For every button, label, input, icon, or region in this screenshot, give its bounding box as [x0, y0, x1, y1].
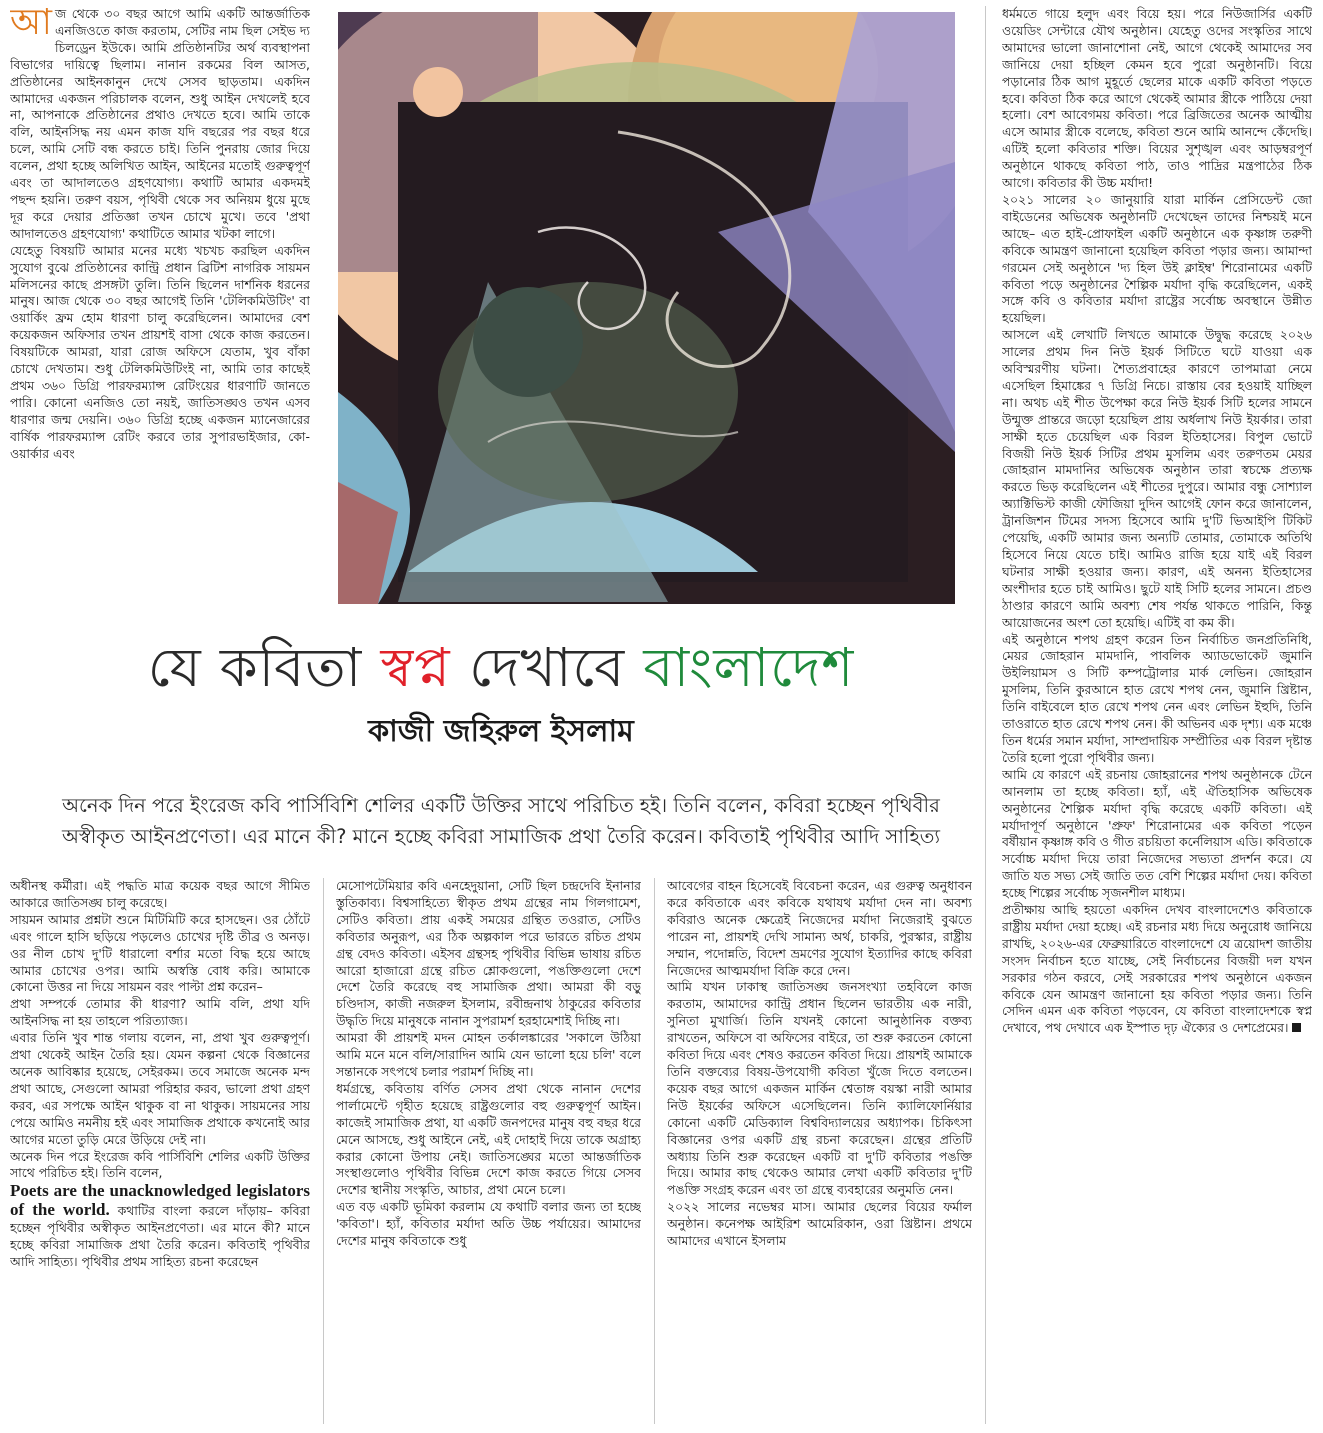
column-divider: [985, 6, 986, 1424]
paragraph: প্রথা সম্পর্কে তোমার কী ধারণা? আমি বলি, প্রথা যদি আইনসিদ্ধ না হয় তাহলে পরিত্যাজ্য।: [10, 996, 310, 1029]
paragraph-text: প্রতীক্ষায় আছি হয়তো একদিন দেখব বাংলাদেশেও কবিতাকে রাষ্ট্রীয় মর্যাদা দেয়া হচ্ছে। এই রচনার মধ্য দিয়ে অনুরোধ জানিয়ে রাখছি, ২০২৬-এর ফেব্রুয়ারিতে বাংলাদেশে যে ত্রয়োদশ জাতীয় সংসদ নির্বাচন হতে যাচ্ছে, সেই নির্বাচনের বিজয়ী দল যখন সরকার গঠন করবে, সেই সরকারের শপথ অনুষ্ঠানে একজন কবিকে যেন আমন্ত্রণ জানানো হয় কবিতা পড়ার জন্য। তিনি সেদিন এমন এক কবিতা পড়বেন, যে কবিতা বাংলাদেশকে স্বপ্ন দেখাবে, পথ দেখাবে এক ইস্পাত দৃঢ় ঐক্যের ও দেশপ্রেমের।: [1002, 902, 1312, 1036]
paragraph: ২০২২ সালের নভেম্বর মাস। আমার ছেলের বিয়ের ফর্মাল অনুষ্ঠান। কনেপক্ষ আইরিশ আমেরিকান, ওরা খ্রিষ্টান। প্রথমে আমাদের এখানে ইসলাম: [667, 1199, 972, 1249]
paragraph: [1002, 902, 1312, 1037]
intro-pullquote: অনেক দিন পরে ইংরেজ কবি পার্সিবিশি শেলির একটি উক্তির সাথে পরিচিত হই। তিনি বলেন, কবিরা হচ্ছেন পৃথিবীর অস্বীকৃত আইনপ্রণেতা। এর মানে কী? মানে হচ্ছে কবিরা সামাজিক প্রথা তৈরি করেন। কবিতাই পৃথিবীর আদি সাহিত্য: [61, 794, 941, 848]
headline-part: দেখাবে: [450, 636, 644, 699]
headline: [10, 628, 992, 708]
paragraph: ২০২১ সালের ২০ জানুয়ারি যারা মার্কিন প্রেসিডেন্ট জো বাইডেনের অভিষেক অনুষ্ঠানটি দেখেছেন তাদের নিশ্চয়ই মনে আছে– এত হাই-প্রোফাইল একটি অনুষ্ঠানে এক কৃষ্ণাঙ্গ তরুণী কবিকে আমন্ত্রণ জানানো হয়েছিল কবিতা পড়ার জন্য। আমান্দা গরমেন সেই অনুষ্ঠানে 'দ্য হিল উই ক্লাইম্ব' শিরোনামের একটি কবিতা পড়ে অনুষ্ঠানের শৈল্পিক মর্যাদা বৃদ্ধি করেছিলেন, একই সঙ্গে কবি ও কবিতার মর্যাদা রাষ্ট্রের সর্বোচ্চ অবস্থানে উন্নীত হয়েছিল।: [1002, 191, 1312, 326]
headline-highlight-red: স্বপ্ন: [380, 636, 451, 699]
paragraph: এই অনুষ্ঠানে শপথ গ্রহণ করেন তিন নির্বাচিত জনপ্রতিনিধি, মেয়র জোহরান মামদানি, পাবলিক অ্যাডভোকেট জুমানি উইলিয়ামস ও সিটি কম্পট্রোলার মার্ক লেভিন। জোহরান মুসলিম, তিনি কুরআনে হাত রেখে শপথ নেন, জুমানি খ্রিষ্টান, তিনি বাইবেলে হাত রেখে শপথ নেন এবং লেভিন ইহুদি, তিনি তাওরাতে হাত রেখে শপথ নেন। কী অভিনব এক দৃশ্য। এক মঞ্চে তিন ধর্মের সমান মর্যাদা, সাম্প্রদায়িক সম্প্রীতির এক বিরল দৃষ্টান্ত তৈরি হলো পুরো পৃথিবীর জন্য।: [1002, 631, 1312, 765]
abstract-artwork-image: [338, 12, 955, 604]
headline-highlight-green: বাংলাদেশ: [643, 636, 855, 699]
paragraph: ধর্মমতে গায়ে হলুদ এবং বিয়ে হয়। পরে নিউজার্সির একটি ওয়েডিং সেন্টারে যৌথ অনুষ্ঠান। যেহেতু ওদের সংস্কৃতির সাথে আমাদের ভালো জানাশোনা নেই, আগে থেকেই আমাদের সব জানিয়ে দেয়া হচ্ছিল কেমন হবে পুরো অনুষ্ঠানটি। বিয়ে পড়ানোর ঠিক আগ মুহূর্তে ছেলের মাকে একটি কবিতা পড়তে হবে। কবিতা ঠিক করে আগে থেকেই আমার স্ত্রীকে পাঠিয়ে দেয়া হলো। বেশ আবেগময় কবিতা। পরে ব্রিজিতের অনেক আত্মীয় এসে আমার স্ত্রীকে বলেছে, কবিতা শুনে আমি আনন্দে কেঁদেছি। এটিই হলো কবিতার শক্তি। বিয়ের সুশৃঙ্খল এবং আড়ম্বরপূর্ণ অনুষ্ঠানে থাকছে কবিতা পাঠ, তাও পাদ্রির মন্ত্রপাঠের ঠিক আগে। কবিতার কী উচ্চ মর্যাদা!: [1002, 6, 1312, 191]
paragraph: আমি যে কারণে এই রচনায় জোহরানের শপথ অনুষ্ঠানকে টেনে আনলাম তা হচ্ছে কবিতা। হ্যাঁ, এই ঐতিহাসিক অভিষেক অনুষ্ঠানের শৈল্পিক মর্যাদা বৃদ্ধি করেছে একটি কবিতা। এই মর্যাদাপূর্ণ অনুষ্ঠানে 'প্রুফ' শিরোনামের এক কবিতা পড়েন বর্ষীয়ান কৃষ্ণাঙ্গ কবি ও গীত রচয়িতা কর্নেলিয়াস এডি। কবিতাকে সর্বোচ্চ মর্যাদা দিয়ে তারা নিজেদের সভ্যতা প্রদর্শন করে। যে জাতি যত সভ্য সেই জাতি তত বেশি শিল্পের মর্যাদা দেয়। কবিতা হচ্ছে শিল্পের সর্বোচ্চ সৃজনশীল মাধ্যম।: [1002, 766, 1312, 901]
byline: কাজী জহিরুল ইসলাম: [368, 714, 634, 749]
paragraph-text: জ থেকে ৩০ বছর আগে আমি একটি আন্তর্জাতিক এনজিওতে কাজ করতাম, সেটির নাম ছিল সেইভ দ্য চিলড্রেন ইউকে। আমি প্রতিষ্ঠানটির অর্থ ব্যবস্থাপনা বিভাগের দায়িত্বে ছিলাম। নানান রকমের বিল আসত, প্রতিষ্ঠানের আইনকানুন দেখে সেসব ছাড়তাম। একদিন আমাদের একজন পরিচালক বলেন, শুধু আইন দেখলেই হবে না, আপনাকে প্রতিষ্ঠানের প্রথাও দেখতে হবে। আমি তাকে বলি, আইনসিদ্ধ নয় এমন কাজ যদি বছরের পর বছর ধরে চলে, আমি সেটি বন্ধ করতে চাই। তিনি পুনরায় জোর দিয়ে বলেন, প্রথা হচ্ছে অলিখিত আইন, আইনের মতোই গুরুত্বপূর্ণ এবং তা আদালতেও গ্রহণযোগ্য। কথাটি আমার একদমই পছন্দ হয়নি। তরুণ বয়স, পৃথিবী থেকে সব অনিয়ম ধুয়ে মুছে দূর করে দেয়ার প্রতিজ্ঞা তখন চোখে মুখে। তবে 'প্রথা আদালতেও গ্রহণযোগ্য' কথাটিতে আমার খটকা লাগে।: [10, 6, 310, 241]
article-column-left-top: [10, 6, 310, 604]
paragraph: অধীনস্থ কর্মীরা। এই পদ্ধতি মাত্র কয়েক বছর আগে সীমিত আকারে জাতিসঙ্ঘ চালু করেছে।: [10, 878, 310, 910]
column-divider: [654, 878, 655, 1424]
paragraph: যেহেতু বিষয়টি আমার মনের মধ্যে খচখচ করছিল একদিন সুযোগ বুঝে প্রতিষ্ঠানের কান্ট্রি প্রধান ব্রিটিশ নাগরিক সায়মন মলিসনের কাছে প্রসঙ্গটা তুলি। তিনি ছিলেন দার্শনিক ধরনের মানুষ। আজ থেকে ৩০ বছর আগেই তিনি 'টেলিকমিউটিং' বা ওয়ার্কিং ফ্রম হোম ধারণা চালু করেছিলেন। আমাদের বেশ কয়েকজন অফিসার তখন প্রায়শই বাসা থেকে কাজ করতেন। বিষয়টিকে আমরা, যারা রোজ অফিসে যেতাম, খুব বাঁকা চোখে দেখতাম। শুধু টেলিকমিউটিংই না, আমি তার কাছেই প্রথম ৩৬০ ডিগ্রি পারফরম্যান্স রেটিংয়ের ধারণাটি জানতে পারি। কোনো এনজিও তো নয়ই, জাতিসঙ্ঘও তখন এসব ধারণার জন্ম দেয়নি। ৩৬০ ডিগ্রি হচ্ছে একজন ম্যানেজারের বার্ষিক পারফরম্যান্স রেটিং করবে তার সুপারভাইজার, কো-ওয়ার্কার এবং: [10, 242, 310, 461]
paragraph: [10, 1182, 310, 1271]
article-column-bottom-2: [336, 878, 641, 1424]
artwork-svg: [338, 12, 955, 604]
article-column-bottom-3: [667, 878, 972, 1424]
article-column-right: [1002, 6, 1312, 1424]
article-column-bottom-1: [10, 878, 310, 1424]
headline-part: যে কবিতা: [147, 636, 381, 699]
paragraph: আমরা কী প্রায়শই মদন মোহন তর্কালঙ্কারের 'সকালে উঠিয়া আমি মনে মনে বলি/সারাদিন আমি যেন ভালো হয়ে চলি' বলে সন্তানকে সৎপথে চলার পরামর্শ দিচ্ছি না।: [336, 1030, 641, 1079]
column-divider: [323, 878, 324, 1424]
end-mark: [1292, 1023, 1301, 1032]
paragraph: আমি যখন ঢাকাস্থ জাতিসঙ্ঘ জনসংখ্যা তহবিলে কাজ করতাম, আমাদের কান্ট্রি প্রধান ছিলেন ভারতীয় এক নারী, সুনিতা মুখার্জি। তিনি যখনই কোনো আনুষ্ঠানিক বক্তব্য রাখতেন, অফিসে বা অফিসের বাইরে, তা শুরু করতেন কোনো কবিতা দিয়ে এবং শেষও করতেন কবিতা দিয়ে। প্রায়শই আমাকে তিনি বক্তব্যের বিষয়-উপযোগী কবিতা খুঁজে দিতে বলতেন। কয়েক বছর আগে একজন মার্কিন শ্বেতাঙ্গ বয়স্কা নারী আমার নিউ ইয়র্কের অফিসে এসেছিলেন। তিনি ক্যালিফোর্নিয়ার কোনো একটি মেডিক্যাল বিশ্ববিদ্যালয়ের অধ্যাপক। চিকিৎসা বিজ্ঞানের ওপর একটি গ্রন্থ রচনা করেছেন। গ্রন্থের প্রতিটি অধ্যায় তিনি শুরু করেছেন একটি বা দু'টি কবিতার পঙক্তি দিয়ে। আমার কাছ থেকেও আমার লেখা একটি কবিতার দু'টি পঙক্তি সংগ্রহ করেন এবং তা গ্রন্থে ব্যবহারের অনুমতি নেন।: [667, 979, 972, 1198]
paragraph: আসলে এই লেখাটি লিখতে আমাকে উদ্বুদ্ধ করেছে ২০২৬ সালের প্রথম দিন নিউ ইয়র্ক সিটিতে ঘটে যাওয়া এক অবিস্মরণীয় ঘটনা। শৈত্যপ্রবাহের কারণে তাপমাত্রা নেমে এসেছিল হিমাঙ্কের ৭ ডিগ্রি নিচে। রাস্তায় বের হওয়াই যাচ্ছিল না। অথচ এই শীত উপেক্ষা করে নিউ ইয়র্ক সিটি হলের সামনে উন্মুক্ত প্রান্তরে জড়ো হয়েছিল প্রায় অর্ধলাখ নিউ ইয়র্কার। তারা সাক্ষী হতে চেয়েছিল এক বিরল ইতিহাসের। বিপুল ভোটে বিজয়ী নিউ ইয়র্ক সিটির প্রথম মুসলিম এবং তরুণতম মেয়র জোহরান মামদানির অভিষেক অনুষ্ঠান তারা স্বচক্ষে প্রত্যক্ষ করতে ভিড় করেছিলেন এই শীতের দুপুরে। আমার বন্ধু সোশ্যাল অ্যাক্টিভিস্ট কাজী ফৌজিয়া দুদিন আগেই ফোন করে জানালেন, ট্রানজিশন টিমের সদস্য হিসেবে আমি দু'টি ভিআইপি টিকিট পেয়েছি, একটি আমার জন্য অন্যটি তোমার, তোমাকে অতিথি হিসেবে নিয়ে যেতে চাই। আমিও রাজি হয়ে যাই এই বিরল ঘটনার সাক্ষী হওয়ার জন্য। কারণ, এই অনন্য ইতিহাসের অংশীদার হতে চাই আমিও। ছুটে যাই সিটি হলের সামনে। প্রচণ্ড ঠাণ্ডার কারণে আমি অবশ্য শেষ পর্যন্ত থাকতে পারিনি, কিন্তু আয়োজনের অংশ তো হয়েছি। এটিই বা কম কী।: [1002, 327, 1312, 630]
paragraph: [10, 6, 310, 243]
drop-cap: আ: [10, 6, 52, 43]
english-quote: Poets are the unacknowledged legislators of the world.: [10, 1181, 310, 1220]
paragraph: অনেক দিন পরে ইংরেজ কবি পার্সিবিশি শেলির একটি উক্তির সাথে পরিচিত হই। তিনি বলেন,: [10, 1148, 310, 1181]
paragraph: সায়মন আমার প্রশ্নটা শুনে মিটিমিটি করে হাসছেন। ওর ঠোঁটে এবং গালে হাসি ছড়িয়ে পড়লেও চোখের দৃষ্টি তীব্র ও অনড়। ওর নীল চোখ দু'টি ধারালো বর্শার মতো বিদ্ধ হয়ে আছে আমার চোখের ওপর। আমি অস্বস্তি বোধ করি। আমাকে কোনো উত্তর না দিয়ে সায়মন বরং পাল্টা প্রশ্ন করেন–: [10, 911, 310, 995]
paragraph: আবেগের বাহন হিসেবেই বিবেচনা করেন, এর গুরুত্ব অনুধাবন করে কবিতাকে এবং কবিকে যথাযথ মর্যাদা দেন না। অবশ্য কবিরাও অনেক ক্ষেত্রেই নিজেদের মর্যাদা নিজেরাই বুঝতে পারেন না, প্রায়শই দেখি সামান্য অর্থ, চাকরি, পুরস্কার, রাষ্ট্রীয় সম্মান, পদোন্নতি, বিদেশ ভ্রমণের সুযোগ ইত্যাদির কাছে কবিরা নিজেদের আত্মমর্যাদা বিক্রি করে দেন।: [667, 878, 972, 978]
paragraph: এবার তিনি খুব শান্ত গলায় বলেন, না, প্রথা খুব গুরুত্বপূর্ণ। প্রথা থেকেই আইন তৈরি হয়। যেমন কল্পনা থেকে বিজ্ঞানের অনেক আবিষ্কার হয়েছে, সেইরকম। তবে সমাজে অনেক মন্দ প্রথা আছে, সেগুলো আমরা পরিহার করব, ভালো প্রথা গ্রহণ করব, এর সপক্ষে আইন থাকুক বা না থাকুক। সায়মনের সায় পেয়ে আমিও নমনীয় হই এবং সামাজিক প্রথাকে কখনোই আর আগের মতো তুড়ি মেরে উড়িয়ে দেই না।: [10, 1030, 310, 1147]
paragraph: এত বড় একটি ভূমিকা করলাম যে কথাটি বলার জন্য তা হচ্ছে 'কবিতা'। হ্যাঁ, কবিতার মর্যাদা অতি উচ্চ পর্যায়ের। আমাদের দেশের মানুষ কবিতাকে শুধু: [336, 1199, 641, 1249]
paragraph: মেসোপটেমিয়ার কবি এনহেদুয়ানা, সেটি ছিল চন্দ্রদেবি ইনানার স্তুতিকাব্য। বিশ্বসাহিত্যে স্বীকৃত প্রথম গ্রন্থের নাম গিলগামেশ, সেটিও কবিতা। প্রায় একই সময়ের গ্রন্থিত তওরাত, সেটিও কবিতার অনুরূপ, এর ঠিক অল্পকাল পরে ভারতে রচিত প্রথম গ্রন্থ বেদও কবিতা। এইসব গ্রন্থসহ পৃথিবীর বিভিন্ন ভাষায় রচিত আরো হাজারো গ্রন্থে রচিত শ্লোকগুলো, পঙক্তিগুলো দেশে দেশে তৈরি করেছে বহু সামাজিক প্রথা। আমরা কী বড়ু চণ্ডিদাস, কাজী নজরুল ইসলাম, রবীন্দ্রনাথ ঠাকুরের কবিতার উদ্ধৃতি দিয়ে মানুষকে নানান সুপরামর্শ হরহামেশাই দিচ্ছি না।: [336, 878, 641, 1029]
paragraph: ধর্মগ্রন্থে, কবিতায় বর্ণিত সেসব প্রথা থেকে নানান দেশের পার্লামেন্টে গৃহীত হয়েছে রাষ্ট্রগুলোর বহু গুরুত্বপূর্ণ আইন। কাজেই সামাজিক প্রথা, যা একটি জনপদের মানুষ বহু বছর ধরে মেনে আসছে, শুধু আইনে নেই, এই দোহাই দিয়ে তাকে অগ্রাহ্য করার কোনো উপায় নেই। জাতিসঙ্ঘের মতো আন্তর্জাতিক সংস্থাগুলোও পৃথিবীর বিভিন্ন দেশে কাজ করতে গিয়ে সেসব দেশের স্থানীয় সংস্কৃতি, আচার, প্রথা মেনে চলে।: [336, 1080, 641, 1198]
paragraph-text: কথাটির বাংলা করলে দাঁড়ায়– কবিরা হচ্ছেন পৃথিবীর অস্বীকৃত আইনপ্রণেতা। এর মানে কী? মানে হচ্ছে কবিরা সামাজিক প্রথা তৈরি করেন। কবিতাই পৃথিবীর আদি সাহিত্য। পৃথিবীর প্রথম সাহিত্য রচনা করেছেন: [10, 1203, 310, 1269]
